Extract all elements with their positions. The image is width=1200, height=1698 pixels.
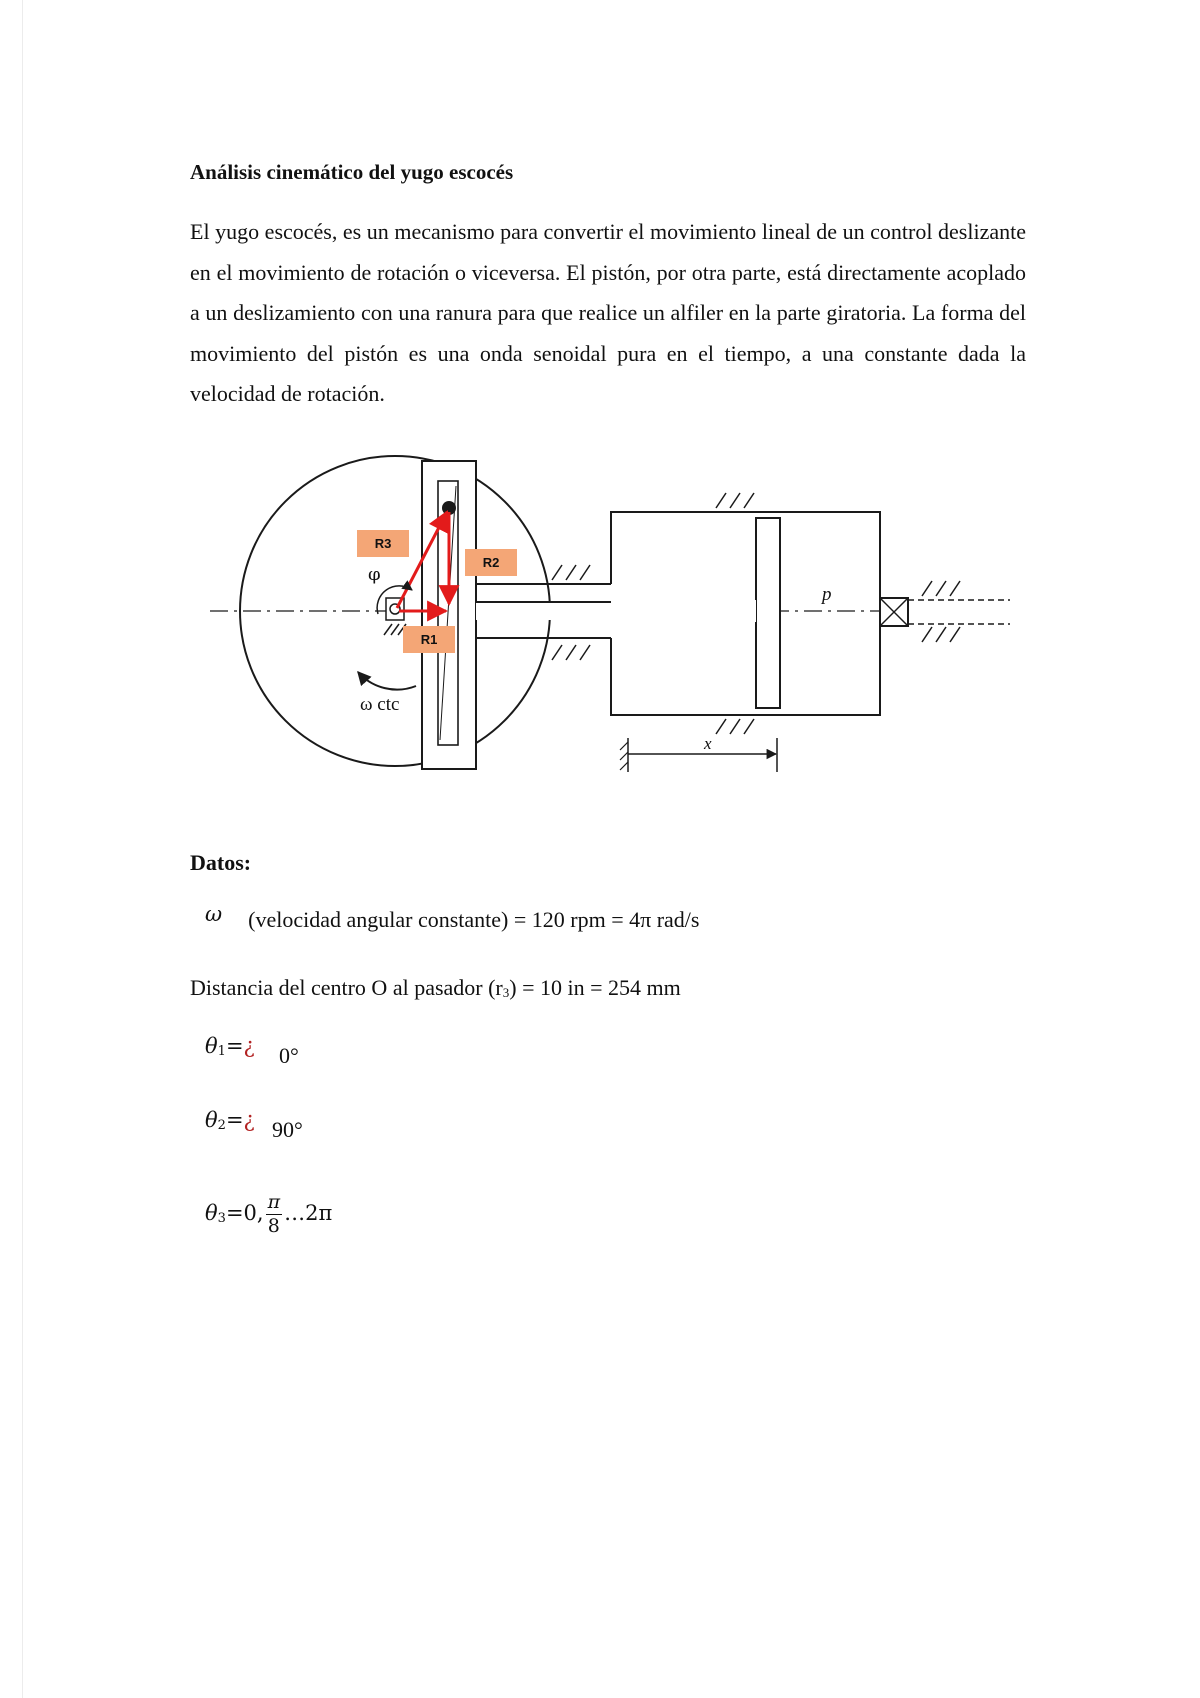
theta3-eq: =0, bbox=[225, 1201, 264, 1225]
theta3-den: 8 bbox=[267, 1215, 280, 1237]
theta2-sub: 2 bbox=[217, 1118, 226, 1133]
theta3-num: π bbox=[267, 1191, 281, 1213]
omega-symbol: ω bbox=[205, 902, 223, 926]
theta2-row bbox=[205, 1108, 255, 1133]
theta2-value: 90° bbox=[272, 1117, 303, 1142]
theta1-sub: 1 bbox=[217, 1044, 226, 1059]
r2-label: R2 bbox=[482, 555, 500, 570]
piston-rod bbox=[476, 602, 611, 620]
intro-paragraph: El yugo escocés, es un mecanismo para convertir el movimiento lineal de un control deslizante en el movimiento de rotación o viceversa. El pistón, por otra parte, está directamente acoplado a un deslizamiento con una ranura para que realice un alfiler en la parte giratoria. La forma del movimiento del pistón es una onda senoidal pura en el tiempo, a una constante dada la velocidad de rotación. bbox=[190, 219, 1026, 406]
theta1-symbol: θ bbox=[205, 1034, 218, 1058]
omega-label: ω ctc bbox=[360, 694, 400, 715]
scotch-yoke-diagram bbox=[205, 455, 1020, 783]
theta2-symbol: θ bbox=[205, 1108, 218, 1132]
r1-label: R1 bbox=[420, 632, 438, 647]
x-label: x bbox=[704, 734, 712, 753]
omega-text: (velocidad angular constante) = 120 rpm = 4π rad/s bbox=[248, 907, 700, 932]
distance-sub: 3 bbox=[502, 985, 510, 1000]
theta1-value: 0° bbox=[279, 1043, 299, 1068]
theta1-eq: = bbox=[225, 1034, 244, 1058]
dim-x-ground bbox=[620, 742, 628, 770]
distance-rest: ) = 10 in = 254 mm bbox=[509, 975, 681, 1000]
phi-label: φ bbox=[368, 564, 381, 585]
p-label: p bbox=[822, 584, 832, 605]
datos-heading: Datos: bbox=[190, 850, 252, 875]
theta2-mark: ¿ bbox=[243, 1108, 255, 1132]
theta3-tail: …2π bbox=[284, 1201, 333, 1225]
piston-head bbox=[756, 518, 780, 708]
page-title: Análisis cinemático del yugo escocés bbox=[190, 160, 514, 184]
distance-row bbox=[190, 975, 681, 1001]
theta3-sub: 3 bbox=[217, 1211, 226, 1226]
theta2-eq: = bbox=[225, 1108, 244, 1132]
omega-row bbox=[205, 902, 700, 933]
omega-arc bbox=[358, 672, 416, 690]
theta1-row bbox=[205, 1034, 255, 1059]
piston-rod-inner bbox=[611, 600, 756, 622]
theta1-mark: ¿ bbox=[243, 1034, 255, 1058]
page-margin-line bbox=[22, 0, 23, 1698]
theta3-symbol: θ bbox=[205, 1201, 218, 1225]
distance-label: Distancia del centro O al pasador (r bbox=[190, 975, 503, 1000]
theta3-row bbox=[205, 1193, 332, 1236]
r3-label: R3 bbox=[374, 536, 392, 551]
theta3-fraction bbox=[266, 1193, 283, 1236]
